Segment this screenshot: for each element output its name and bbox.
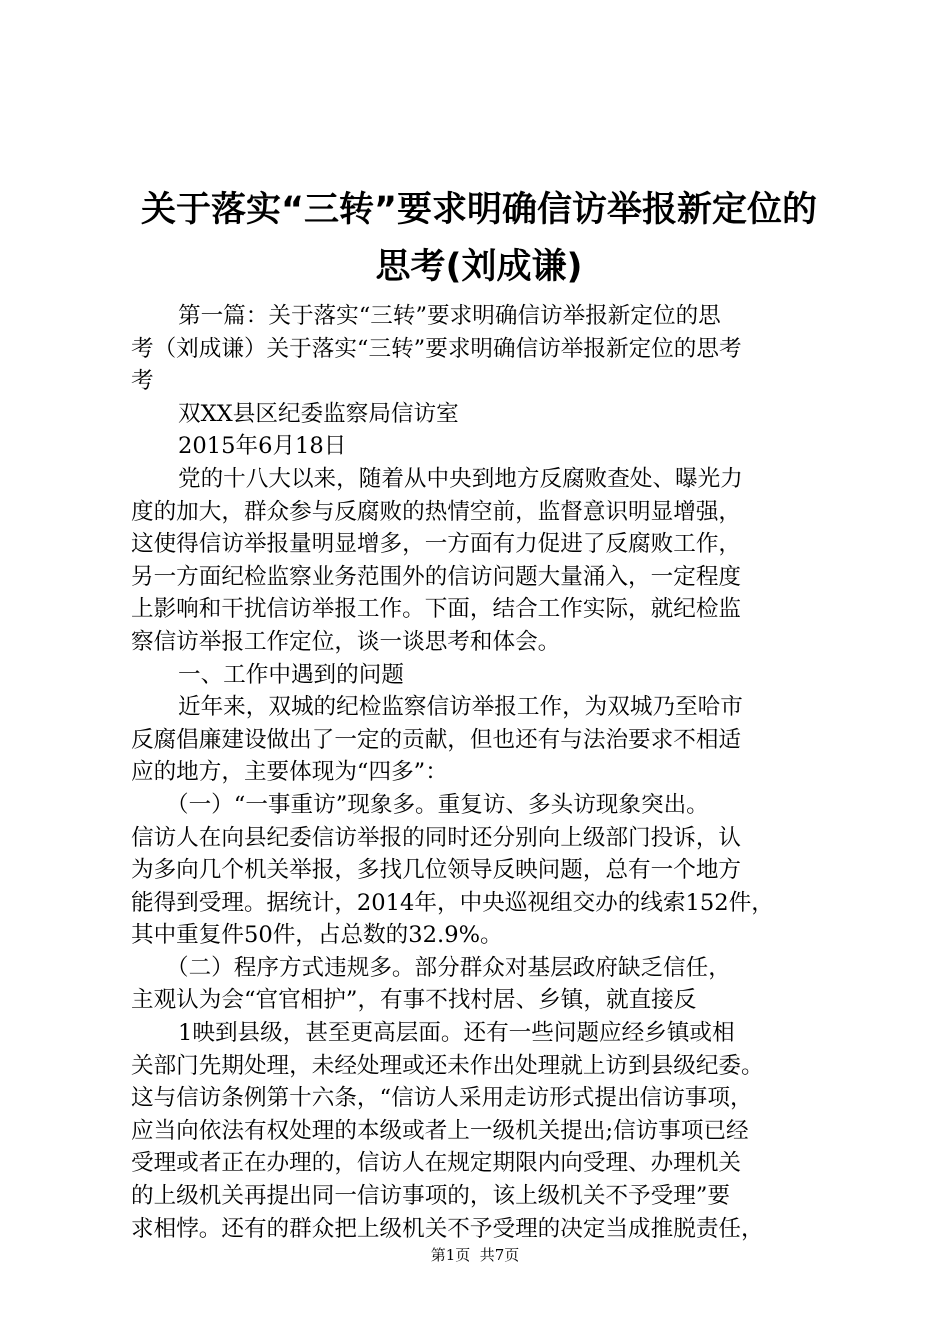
body-line: 双XX县区纪委监察局信访室: [178, 400, 459, 427]
body-line: 主观认为会“官官相护”，有事不找村居、乡镇，就直接反: [131, 987, 697, 1014]
body-line: 反腐倡廉建设做出了一定的贡献，但也还有与法治要求不相适: [131, 726, 742, 753]
body-line: 这与信访条例第十六条，“信访人采用走访形式提出信访事项，: [131, 1085, 753, 1112]
body-line: 一、工作中遇到的问题: [178, 661, 404, 688]
document-title-line-1: 关于落实“三转”要求明确信访举报新定位的: [140, 190, 817, 230]
body-line: 关部门先期处理，未经处理或还未作出处理就上访到县级纪委。: [131, 1052, 764, 1079]
page-number: 第1页 共7页: [430, 1246, 520, 1264]
page-footer: [0, 1245, 950, 1265]
body-line: （一）“一事重访”现象多。重复访、多头访现象突出。: [166, 791, 709, 818]
body-line: 2015年6月18日: [178, 433, 347, 460]
body-line: 能得到受理。据统计，2014年，中央巡视组交办的线索152件，: [131, 889, 774, 916]
body-line: 这使得信访举报量明显增多，一方面有力促进了反腐败工作，: [131, 531, 742, 558]
body-line: 其中重复件50件，占总数的32.9%。: [131, 922, 503, 949]
body-line: 的上级机关再提出同一信访事项的，该上级机关不予受理”要: [131, 1183, 730, 1210]
body-line: 第一篇：关于落实“三转”要求明确信访举报新定位的思: [178, 303, 721, 329]
document-body: [131, 300, 841, 1245]
body-line: 信访人在向县纪委信访举报的同时还分别向上级部门投诉，认: [131, 824, 742, 851]
body-line: 上影响和干扰信访举报工作。下面，结合工作实际，就纪检监: [131, 596, 742, 623]
body-line: 1映到县级，甚至更高层面。还有一些问题应经乡镇或相: [178, 1020, 735, 1047]
body-line: 求相悖。还有的群众把上级机关不予受理的决定当成推脱责任，: [131, 1215, 764, 1242]
body-line: 应的地方，主要体现为“四多”：: [131, 759, 448, 786]
document-title-line-2: 思考(刘成谦): [375, 247, 583, 287]
body-line: 为多向几个机关举报，多找几位领导反映问题，总有一个地方: [131, 857, 742, 884]
body-line: 度的加大，群众参与反腐败的热情空前，监督意识明显增强，: [131, 498, 742, 525]
body-line: 受理或者正在办理的，信访人在规定期限内向受理、办理机关: [131, 1150, 742, 1177]
body-line: （二）程序方式违规多。部分群众对基层政府缺乏信任，: [166, 954, 731, 981]
body-line: 应当向依法有权处理的本级或者上一级机关提出;信访事项已经: [131, 1117, 749, 1144]
body-line: 近年来，双城的纪检监察信访举报工作，为双城乃至哈市: [178, 694, 743, 721]
body-line: 另一方面纪检监察业务范围外的信访问题大量涌入，一定程度: [131, 563, 742, 590]
body-line: 考（刘成谦）关于落实“三转”要求明确信访举报新定位的思考: [131, 335, 742, 362]
body-line: 考: [131, 368, 154, 395]
body-line: 察信访举报工作定位，谈一谈思考和体会。: [131, 628, 561, 655]
body-line: 党的十八大以来，随着从中央到地方反腐败查处、曝光力: [178, 465, 743, 492]
